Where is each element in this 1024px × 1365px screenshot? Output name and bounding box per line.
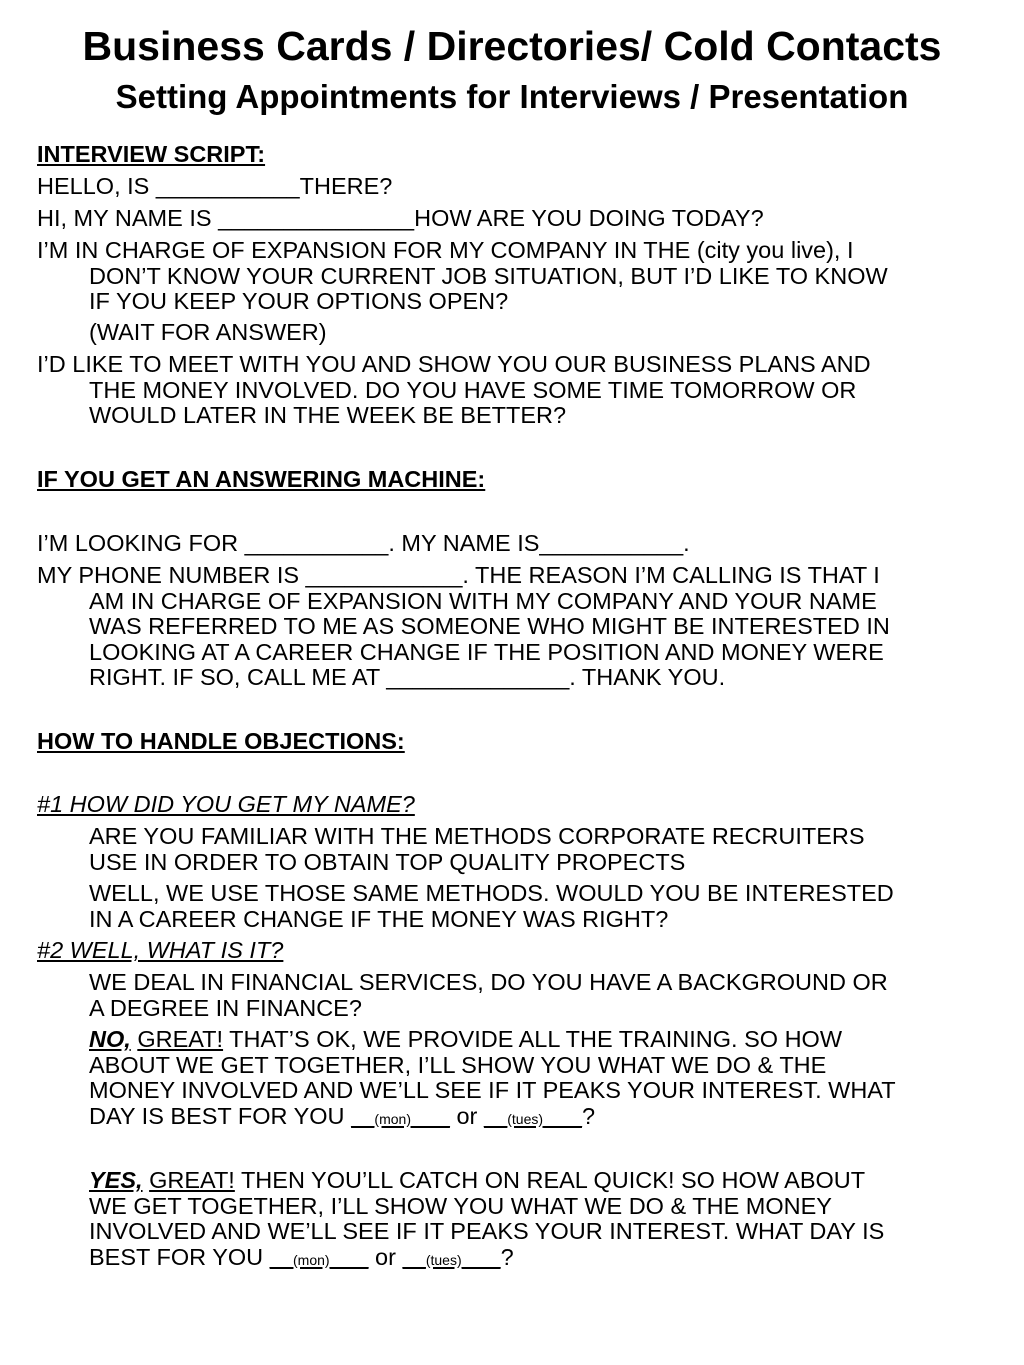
yes-response-line: WE GET TOGETHER, I’LL SHOW YOU WHAT WE DO & THE MONEY bbox=[89, 1192, 832, 1219]
phone-line: RIGHT. IF SO, CALL ME AT ______________. THANK YOU. bbox=[89, 664, 726, 690]
looking-for-line: I’M LOOKING FOR ___________. MY NAME IS___________. bbox=[37, 530, 690, 556]
expansion-line: IF YOU KEEP YOUR OPTIONS OPEN? bbox=[89, 288, 509, 314]
day-blank-mon: ___(mon)_____ bbox=[351, 1110, 450, 1127]
yes-label: YES, bbox=[89, 1167, 143, 1193]
hello-line: HELLO, IS ___________THERE? bbox=[37, 173, 393, 199]
my-name-line: HI, MY NAME IS _______________HOW ARE YOU DOING TODAY? bbox=[37, 205, 764, 231]
objection-1-question: #1 HOW DID YOU GET MY NAME? bbox=[37, 791, 415, 817]
phone-line: LOOKING AT A CAREER CHANGE IF THE POSITION AND MONEY WERE bbox=[89, 638, 884, 665]
page-title: Business Cards / Directories/ Cold Contacts bbox=[82, 23, 942, 69]
no-response-first-line: NO, GREAT! THAT’S OK, WE PROVIDE ALL THE TRAINING. SO HOW bbox=[89, 1026, 843, 1052]
no-label: NO, bbox=[89, 1026, 131, 1052]
yes-response bbox=[89, 1168, 884, 1273]
objections-heading: HOW TO HANDLE OBJECTIONS: bbox=[37, 728, 405, 754]
objection-2-answer bbox=[89, 970, 888, 1021]
phone-paragraph bbox=[37, 563, 890, 691]
answer-line: WE DEAL IN FINANCIAL SERVICES, DO YOU HAVE A BACKGROUND OR bbox=[89, 969, 888, 995]
objection-1-answer bbox=[89, 824, 865, 875]
meet-line: THE MONEY INVOLVED. DO YOU HAVE SOME TIME TOMORROW OR bbox=[89, 376, 857, 403]
answer-line: USE IN ORDER TO OBTAIN TOP QUALITY PROPECTS bbox=[89, 848, 686, 875]
answer-line: IN A CAREER CHANGE IF THE MONEY WAS RIGHT? bbox=[89, 905, 669, 932]
answering-machine-heading: IF YOU GET AN ANSWERING MACHINE: bbox=[37, 466, 486, 492]
no-response bbox=[89, 1027, 896, 1132]
day-blank-mon: ___(mon)_____ bbox=[269, 1251, 369, 1268]
wait-for-answer-line: (WAIT FOR ANSWER) bbox=[89, 319, 327, 345]
yes-response-last-line: BEST FOR YOU ___(mon)_____ or ___(tues)_____? bbox=[89, 1243, 514, 1270]
day-blank-tues: ___(tues)_____ bbox=[483, 1110, 582, 1127]
yes-response-line: INVOLVED AND WE’LL SEE IF IT PEAKS YOUR INTEREST. WHAT DAY IS bbox=[89, 1218, 885, 1244]
meet-line: WOULD LATER IN THE WEEK BE BETTER? bbox=[89, 402, 567, 428]
no-response-line: MONEY INVOLVED AND WE’LL SEE IF IT PEAKS YOUR INTEREST. WHAT bbox=[89, 1077, 896, 1103]
phone-line: AM IN CHARGE OF EXPANSION WITH MY COMPANY AND YOUR NAME bbox=[89, 587, 877, 614]
meet-line: I’D LIKE TO MEET WITH YOU AND SHOW YOU OUR BUSINESS PLANS AND bbox=[37, 351, 871, 377]
expansion-line: I’M IN CHARGE OF EXPANSION FOR MY COMPANY IN THE (city you live), I bbox=[37, 237, 854, 263]
objection-2-question: #2 WELL, WHAT IS IT? bbox=[37, 937, 284, 963]
objection-1-followup bbox=[89, 881, 894, 932]
page-subtitle: Setting Appointments for Interviews / Presentation bbox=[115, 78, 909, 115]
answer-line: ARE YOU FAMILIAR WITH THE METHODS CORPORATE RECRUITERS bbox=[89, 823, 865, 849]
great-word: GREAT! bbox=[149, 1167, 235, 1193]
answer-line: WELL, WE USE THOSE SAME METHODS. WOULD YOU BE INTERESTED bbox=[89, 880, 894, 906]
no-response-last-line: DAY IS BEST FOR YOU ___(mon)_____ or ___(tues)_____? bbox=[89, 1102, 596, 1129]
expansion-line: DON’T KNOW YOUR CURRENT JOB SITUATION, BUT I’D LIKE TO KNOW bbox=[89, 262, 888, 289]
phone-line: MY PHONE NUMBER IS ____________. THE REASON I’M CALLING IS THAT I bbox=[37, 562, 880, 588]
yes-response-first-line: YES, GREAT! THEN YOU’LL CATCH ON REAL QUICK! SO HOW ABOUT bbox=[89, 1167, 866, 1193]
great-word: GREAT! bbox=[137, 1026, 224, 1052]
phone-line: WAS REFERRED TO ME AS SOMEONE WHO MIGHT BE INTERESTED IN bbox=[89, 613, 890, 639]
interview-script-heading: INTERVIEW SCRIPT: bbox=[37, 141, 266, 167]
expansion-paragraph bbox=[37, 238, 888, 315]
answer-line: A DEGREE IN FINANCE? bbox=[89, 994, 362, 1021]
meet-paragraph bbox=[37, 352, 871, 429]
day-blank-tues: ___(tues)_____ bbox=[402, 1251, 501, 1268]
no-response-line: ABOUT WE GET TOGETHER, I’LL SHOW YOU WHAT WE DO & THE bbox=[89, 1051, 827, 1078]
